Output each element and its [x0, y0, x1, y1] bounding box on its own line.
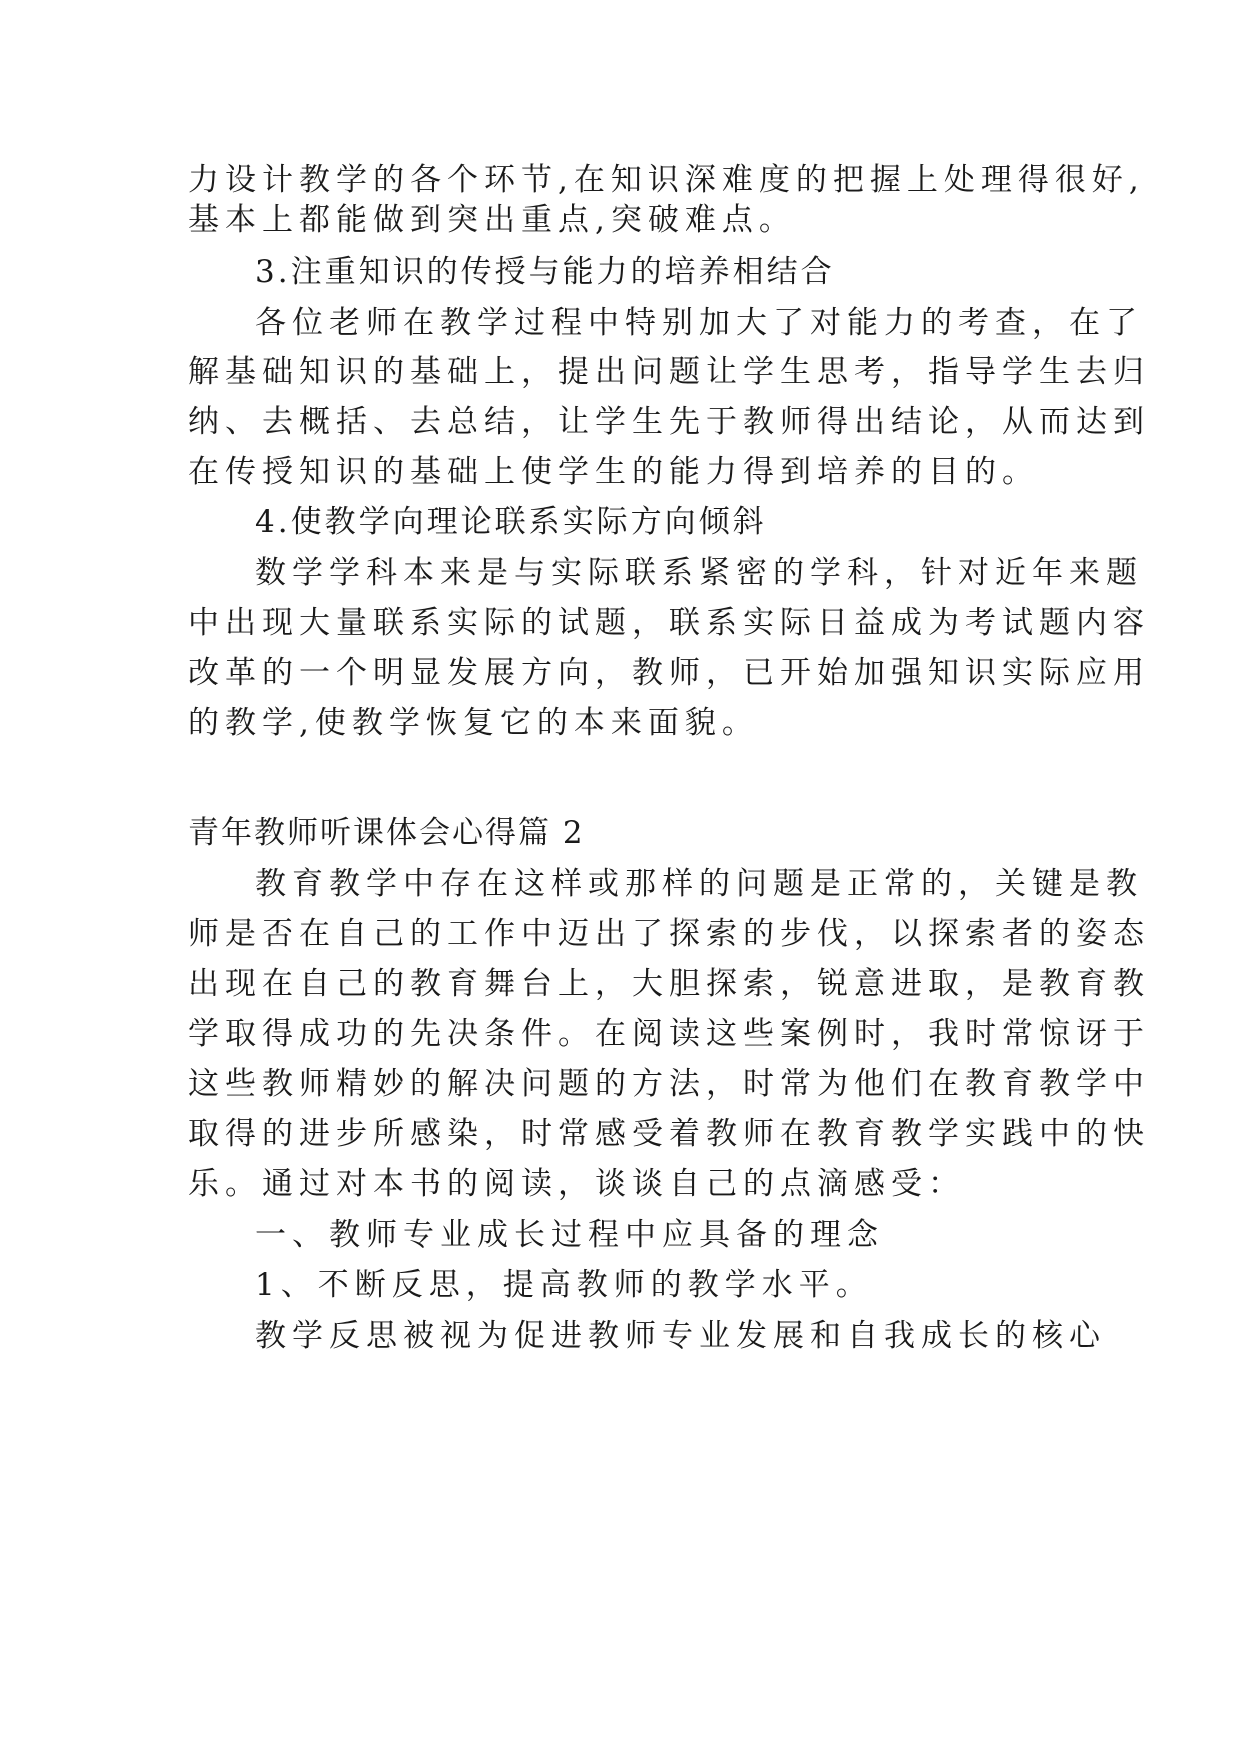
paragraph-line: 这些教师精妙的解决问题的方法，时常为他们在教育教学中: [188, 1066, 1150, 1102]
paragraph-line: 出现在自己的教育舞台上，大胆探索，锐意进取，是教育教: [188, 966, 1150, 1002]
paragraph-line: 数学学科本来是与实际联系紧密的学科，针对近年来题: [255, 555, 1143, 591]
paragraph-line: 纳、去概括、去总结，让学生先于教师得出结论，从而达到: [188, 404, 1150, 440]
paragraph-line: 教育教学中存在这样或那样的问题是正常的，关键是教: [255, 866, 1143, 902]
section-heading: 1、不断反思，提高教师的教学水平。: [255, 1267, 873, 1303]
article-title: 青年教师听课体会心得篇 2: [188, 815, 585, 851]
paragraph-line: 学取得成功的先决条件。在阅读这些案例时，我时常惊讶于: [188, 1016, 1150, 1052]
paragraph-line: 解基础知识的基础上，提出问题让学生思考，指导学生去归: [188, 354, 1150, 390]
paragraph-line: 的教学,使教学恢复它的本来面貌。: [188, 705, 759, 741]
paragraph-line: 中出现大量联系实际的试题，联系实际日益成为考试题内容: [188, 605, 1150, 641]
paragraph-line: 各位老师在教学过程中特别加大了对能力的考查，在了: [255, 305, 1143, 341]
paragraph-line: 基本上都能做到突出重点,突破难点。: [188, 202, 796, 238]
section-heading: 3.注重知识的传授与能力的培养相结合: [255, 254, 835, 290]
section-heading: 一、教师专业成长过程中应具备的理念: [255, 1217, 884, 1253]
section-heading: 4.使教学向理论联系实际方向倾斜: [255, 504, 767, 540]
paragraph-line: 力设计教学的各个环节,在知识深难度的把握上处理得很好,: [188, 162, 1145, 198]
paragraph-line: 改革的一个明显发展方向，教师，已开始加强知识实际应用: [188, 655, 1150, 691]
paragraph-line: 乐。通过对本书的阅读，谈谈自己的点滴感受：: [188, 1166, 965, 1202]
paragraph-line: 教学反思被视为促进教师专业发展和自我成长的核心: [255, 1318, 1106, 1354]
paragraph-line: 师是否在自己的工作中迈出了探索的步伐，以探索者的姿态: [188, 916, 1150, 952]
paragraph-line: 取得的进步所感染，时常感受着教师在教育教学实践中的快: [188, 1116, 1150, 1152]
paragraph-line: 在传授知识的基础上使学生的能力得到培养的目的。: [188, 454, 1039, 490]
